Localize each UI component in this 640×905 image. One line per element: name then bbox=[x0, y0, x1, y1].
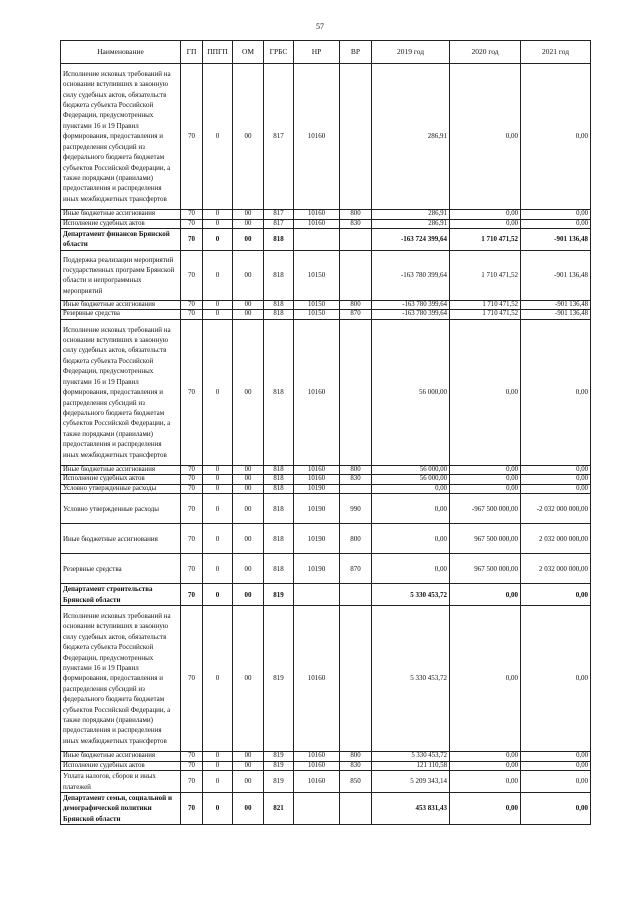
row-grbs-cell: 819 bbox=[264, 761, 294, 771]
row-2020-cell: 0,00 bbox=[450, 792, 521, 824]
row-2019-cell: 0,00 bbox=[372, 524, 450, 554]
row-2021-cell: 2 032 000 000,00 bbox=[521, 524, 591, 554]
table-row bbox=[61, 319, 591, 465]
row-2021-cell: 0,00 bbox=[521, 752, 591, 762]
row-vr-cell bbox=[340, 792, 372, 824]
row-2020-cell: 0,00 bbox=[450, 761, 521, 771]
row-nr-cell: 10160 bbox=[294, 219, 340, 229]
row-gp-cell: 70 bbox=[181, 300, 203, 310]
row-om-cell: 00 bbox=[233, 319, 264, 465]
row-2020-cell: 0,00 bbox=[450, 752, 521, 762]
row-2019-cell: 5 330 453,72 bbox=[372, 752, 450, 762]
row-nr-cell: 10190 bbox=[294, 524, 340, 554]
col-header-2019: 2019 год bbox=[372, 41, 450, 64]
row-2019-cell: 56 000,00 bbox=[372, 475, 450, 485]
row-vr-cell: 830 bbox=[340, 219, 372, 229]
row-grbs-cell: 818 bbox=[264, 319, 294, 465]
row-om-cell: 00 bbox=[233, 606, 264, 752]
row-name-cell: Иные бюджетные ассигнования bbox=[61, 752, 181, 762]
row-2021-cell: 0,00 bbox=[521, 319, 591, 465]
row-nr-cell: 10160 bbox=[294, 64, 340, 210]
row-om-cell: 00 bbox=[233, 484, 264, 494]
row-name-cell: Уплата налогов, сборов и иных платежей bbox=[61, 771, 181, 793]
row-2020-cell: 1 710 471,52 bbox=[450, 250, 521, 300]
row-2020-cell: 1 710 471,52 bbox=[450, 310, 521, 320]
row-2019-cell: 5 330 453,72 bbox=[372, 606, 450, 752]
row-vr-cell: 800 bbox=[340, 465, 372, 475]
row-2020-cell: 0,00 bbox=[450, 475, 521, 485]
row-ppgp-cell: 0 bbox=[203, 584, 233, 606]
row-grbs-cell: 818 bbox=[264, 250, 294, 300]
row-name-cell: Резервные средства bbox=[61, 554, 181, 584]
table-row bbox=[61, 465, 591, 475]
row-om-cell: 00 bbox=[233, 554, 264, 584]
row-gp-cell: 70 bbox=[181, 752, 203, 762]
table-row bbox=[61, 210, 591, 220]
row-name-cell: Исполнение исковых требований на основании вступивших в законную силу судебных актов, обязательств бюджета субъекта Российской Федерации, предусмотренных пунктами 16 и 19 Правил формирования, предоставления и распределения субсидий из федерального бюджета бюджетам субъектов Российской Федерации, а также порядками (правилами) предоставления и распределения иных межбюджетных трансфертов bbox=[61, 319, 181, 465]
col-header-gp: ГП bbox=[181, 41, 203, 64]
row-name-cell: Условно утвержденные расходы bbox=[61, 484, 181, 494]
row-gp-cell: 70 bbox=[181, 771, 203, 793]
row-ppgp-cell: 0 bbox=[203, 524, 233, 554]
row-ppgp-cell: 0 bbox=[203, 229, 233, 251]
row-om-cell: 00 bbox=[233, 524, 264, 554]
row-2021-cell: 0,00 bbox=[521, 210, 591, 220]
row-om-cell: 00 bbox=[233, 219, 264, 229]
row-vr-cell: 990 bbox=[340, 494, 372, 524]
row-nr-cell: 10190 bbox=[294, 554, 340, 584]
row-gp-cell: 70 bbox=[181, 524, 203, 554]
row-ppgp-cell: 0 bbox=[203, 494, 233, 524]
table-row bbox=[61, 752, 591, 762]
row-ppgp-cell: 0 bbox=[203, 300, 233, 310]
row-om-cell: 00 bbox=[233, 210, 264, 220]
row-nr-cell: 10160 bbox=[294, 210, 340, 220]
row-ppgp-cell: 0 bbox=[203, 761, 233, 771]
row-om-cell: 00 bbox=[233, 761, 264, 771]
row-gp-cell: 70 bbox=[181, 584, 203, 606]
row-om-cell: 00 bbox=[233, 771, 264, 793]
row-ppgp-cell: 0 bbox=[203, 554, 233, 584]
row-om-cell: 00 bbox=[233, 584, 264, 606]
row-2019-cell: -163 780 399,64 bbox=[372, 310, 450, 320]
table-row bbox=[61, 524, 591, 554]
row-grbs-cell: 818 bbox=[264, 484, 294, 494]
row-gp-cell: 70 bbox=[181, 484, 203, 494]
table-row bbox=[61, 761, 591, 771]
row-grbs-cell: 819 bbox=[264, 584, 294, 606]
row-name-cell: Департамент финансов Брянской области bbox=[61, 229, 181, 251]
row-nr-cell: 10150 bbox=[294, 300, 340, 310]
row-om-cell: 00 bbox=[233, 64, 264, 210]
row-2019-cell: 0,00 bbox=[372, 484, 450, 494]
row-2021-cell: -901 136,48 bbox=[521, 250, 591, 300]
row-om-cell: 00 bbox=[233, 792, 264, 824]
row-grbs-cell: 818 bbox=[264, 554, 294, 584]
row-gp-cell: 70 bbox=[181, 465, 203, 475]
row-vr-cell: 800 bbox=[340, 524, 372, 554]
table-row bbox=[61, 219, 591, 229]
row-grbs-cell: 817 bbox=[264, 210, 294, 220]
row-name-cell: Поддержка реализации мероприятий государственных программ Брянской области и непрограммных мероприятий bbox=[61, 250, 181, 300]
row-nr-cell: 10150 bbox=[294, 250, 340, 300]
row-vr-cell: 850 bbox=[340, 771, 372, 793]
row-2020-cell: 1 710 471,52 bbox=[450, 300, 521, 310]
row-om-cell: 00 bbox=[233, 475, 264, 485]
table-row bbox=[61, 554, 591, 584]
col-header-grbs: ГРБС bbox=[264, 41, 294, 64]
row-nr-cell: 10160 bbox=[294, 761, 340, 771]
row-2019-cell: -163 780 399,64 bbox=[372, 300, 450, 310]
row-2019-cell: 56 000,00 bbox=[372, 465, 450, 475]
row-ppgp-cell: 0 bbox=[203, 771, 233, 793]
row-om-cell: 00 bbox=[233, 494, 264, 524]
row-grbs-cell: 818 bbox=[264, 229, 294, 251]
row-2020-cell: 967 500 000,00 bbox=[450, 524, 521, 554]
col-header-name: Наименование bbox=[61, 41, 181, 64]
row-nr-cell: 10190 bbox=[294, 494, 340, 524]
row-2021-cell: 2 032 000 000,00 bbox=[521, 554, 591, 584]
row-2021-cell: 0,00 bbox=[521, 761, 591, 771]
row-2021-cell: 0,00 bbox=[521, 584, 591, 606]
row-ppgp-cell: 0 bbox=[203, 319, 233, 465]
row-vr-cell bbox=[340, 64, 372, 210]
row-2019-cell: 286,91 bbox=[372, 219, 450, 229]
row-2021-cell: 0,00 bbox=[521, 64, 591, 210]
table-row bbox=[61, 584, 591, 606]
table-row bbox=[61, 310, 591, 320]
row-2019-cell: -163 724 399,64 bbox=[372, 229, 450, 251]
row-vr-cell: 830 bbox=[340, 475, 372, 485]
row-2020-cell: -967 500 000,00 bbox=[450, 494, 521, 524]
row-grbs-cell: 818 bbox=[264, 494, 294, 524]
row-grbs-cell: 817 bbox=[264, 219, 294, 229]
row-vr-cell: 830 bbox=[340, 761, 372, 771]
row-nr-cell bbox=[294, 229, 340, 251]
row-2019-cell: 5 209 343,14 bbox=[372, 771, 450, 793]
row-gp-cell: 70 bbox=[181, 229, 203, 251]
row-gp-cell: 70 bbox=[181, 319, 203, 465]
row-2021-cell: -901 136,48 bbox=[521, 229, 591, 251]
row-2021-cell: 0,00 bbox=[521, 484, 591, 494]
row-nr-cell: 10160 bbox=[294, 771, 340, 793]
row-om-cell: 00 bbox=[233, 752, 264, 762]
row-gp-cell: 70 bbox=[181, 494, 203, 524]
row-grbs-cell: 818 bbox=[264, 300, 294, 310]
row-2020-cell: 0,00 bbox=[450, 771, 521, 793]
row-nr-cell bbox=[294, 792, 340, 824]
row-grbs-cell: 818 bbox=[264, 465, 294, 475]
col-header-2020: 2020 год bbox=[450, 41, 521, 64]
row-name-cell: Департамент семьи, социальной и демографической политики Брянской области bbox=[61, 792, 181, 824]
row-vr-cell bbox=[340, 229, 372, 251]
row-2021-cell: 0,00 bbox=[521, 771, 591, 793]
table-row bbox=[61, 792, 591, 824]
row-gp-cell: 70 bbox=[181, 554, 203, 584]
row-2021-cell: 0,00 bbox=[521, 606, 591, 752]
row-grbs-cell: 817 bbox=[264, 64, 294, 210]
row-nr-cell: 10160 bbox=[294, 465, 340, 475]
row-vr-cell bbox=[340, 484, 372, 494]
row-ppgp-cell: 0 bbox=[203, 250, 233, 300]
row-name-cell: Исполнение судебных актов bbox=[61, 219, 181, 229]
row-ppgp-cell: 0 bbox=[203, 484, 233, 494]
row-2021-cell: 0,00 bbox=[521, 219, 591, 229]
row-2020-cell: 0,00 bbox=[450, 606, 521, 752]
table-row bbox=[61, 229, 591, 251]
row-2021-cell: -901 136,48 bbox=[521, 310, 591, 320]
row-ppgp-cell: 0 bbox=[203, 310, 233, 320]
row-2020-cell: 0,00 bbox=[450, 64, 521, 210]
row-ppgp-cell: 0 bbox=[203, 792, 233, 824]
row-2020-cell: 0,00 bbox=[450, 465, 521, 475]
table-row bbox=[61, 300, 591, 310]
row-nr-cell: 10160 bbox=[294, 606, 340, 752]
row-2019-cell: 0,00 bbox=[372, 494, 450, 524]
row-2021-cell: -901 136,48 bbox=[521, 300, 591, 310]
row-name-cell: Иные бюджетные ассигнования bbox=[61, 465, 181, 475]
row-name-cell: Исполнение исковых требований на основании вступивших в законную силу судебных актов, обязательств бюджета субъекта Российской Федерации, предусмотренных пунктами 16 и 19 Правил формирования, предоставления и распределения субсидий из федерального бюджета бюджетам субъектов Российской Федерации, а также порядками (правилами) предоставления и распределения иных межбюджетных трансфертов bbox=[61, 64, 181, 210]
col-header-ppgp: ППГП bbox=[203, 41, 233, 64]
row-grbs-cell: 819 bbox=[264, 752, 294, 762]
row-gp-cell: 70 bbox=[181, 310, 203, 320]
row-2019-cell: 286,91 bbox=[372, 64, 450, 210]
row-name-cell: Исполнение судебных актов bbox=[61, 475, 181, 485]
row-grbs-cell: 818 bbox=[264, 475, 294, 485]
row-2019-cell: 0,00 bbox=[372, 554, 450, 584]
row-om-cell: 00 bbox=[233, 229, 264, 251]
row-2020-cell: 1 710 471,52 bbox=[450, 229, 521, 251]
table-row bbox=[61, 494, 591, 524]
row-vr-cell: 870 bbox=[340, 554, 372, 584]
col-header-om: ОМ bbox=[233, 41, 264, 64]
row-2021-cell: -2 032 000 000,00 bbox=[521, 494, 591, 524]
row-gp-cell: 70 bbox=[181, 606, 203, 752]
row-gp-cell: 70 bbox=[181, 761, 203, 771]
row-gp-cell: 70 bbox=[181, 250, 203, 300]
row-name-cell: Условно утвержденные расходы bbox=[61, 494, 181, 524]
row-gp-cell: 70 bbox=[181, 219, 203, 229]
table-row bbox=[61, 475, 591, 485]
row-ppgp-cell: 0 bbox=[203, 475, 233, 485]
row-2019-cell: -163 780 399,64 bbox=[372, 250, 450, 300]
row-name-cell: Исполнение исковых требований на основании вступивших в законную силу судебных актов, обязательств бюджета субъекта Российской Федерации, предусмотренных пунктами 16 и 19 Правил формирования, предоставления и распределения субсидий из федерального бюджета бюджетам субъектов Российской Федерации, а также порядками (правилами) предоставления и распределения иных межбюджетных трансфертов bbox=[61, 606, 181, 752]
row-name-cell: Исполнение судебных актов bbox=[61, 761, 181, 771]
row-om-cell: 00 bbox=[233, 310, 264, 320]
row-2020-cell: 967 500 000,00 bbox=[450, 554, 521, 584]
row-ppgp-cell: 0 bbox=[203, 210, 233, 220]
row-name-cell: Иные бюджетные ассигнования bbox=[61, 524, 181, 554]
budget-table bbox=[60, 40, 591, 825]
row-grbs-cell: 818 bbox=[264, 310, 294, 320]
row-vr-cell bbox=[340, 606, 372, 752]
row-om-cell: 00 bbox=[233, 465, 264, 475]
row-2020-cell: 0,00 bbox=[450, 319, 521, 465]
row-vr-cell bbox=[340, 250, 372, 300]
table-row bbox=[61, 250, 591, 300]
row-nr-cell: 10160 bbox=[294, 319, 340, 465]
row-gp-cell: 70 bbox=[181, 475, 203, 485]
row-2021-cell: 0,00 bbox=[521, 792, 591, 824]
row-grbs-cell: 819 bbox=[264, 771, 294, 793]
table-row bbox=[61, 771, 591, 793]
row-name-cell: Иные бюджетные ассигнования bbox=[61, 300, 181, 310]
row-grbs-cell: 819 bbox=[264, 606, 294, 752]
row-ppgp-cell: 0 bbox=[203, 465, 233, 475]
col-header-vr: ВР bbox=[340, 41, 372, 64]
col-header-nr: НР bbox=[294, 41, 340, 64]
row-2019-cell: 453 831,43 bbox=[372, 792, 450, 824]
row-2019-cell: 286,91 bbox=[372, 210, 450, 220]
row-2021-cell: 0,00 bbox=[521, 475, 591, 485]
row-2021-cell: 0,00 bbox=[521, 465, 591, 475]
row-2019-cell: 56 000,00 bbox=[372, 319, 450, 465]
row-name-cell: Департамент строительства Брянской области bbox=[61, 584, 181, 606]
row-gp-cell: 70 bbox=[181, 210, 203, 220]
table-row bbox=[61, 606, 591, 752]
row-vr-cell: 870 bbox=[340, 310, 372, 320]
row-om-cell: 00 bbox=[233, 300, 264, 310]
row-name-cell: Иные бюджетные ассигнования bbox=[61, 210, 181, 220]
row-ppgp-cell: 0 bbox=[203, 64, 233, 210]
page-number: 57 bbox=[316, 22, 324, 31]
row-ppgp-cell: 0 bbox=[203, 606, 233, 752]
row-2020-cell: 0,00 bbox=[450, 584, 521, 606]
row-2019-cell: 121 110,58 bbox=[372, 761, 450, 771]
table-body bbox=[61, 64, 591, 825]
row-vr-cell: 800 bbox=[340, 300, 372, 310]
row-om-cell: 00 bbox=[233, 250, 264, 300]
row-2020-cell: 0,00 bbox=[450, 219, 521, 229]
row-vr-cell: 800 bbox=[340, 210, 372, 220]
row-grbs-cell: 821 bbox=[264, 792, 294, 824]
header-row bbox=[61, 41, 591, 64]
table-row bbox=[61, 64, 591, 210]
row-vr-cell: 800 bbox=[340, 752, 372, 762]
row-vr-cell bbox=[340, 584, 372, 606]
row-2020-cell: 0,00 bbox=[450, 210, 521, 220]
row-nr-cell bbox=[294, 584, 340, 606]
row-grbs-cell: 818 bbox=[264, 524, 294, 554]
row-nr-cell: 10190 bbox=[294, 484, 340, 494]
row-nr-cell: 10160 bbox=[294, 752, 340, 762]
row-name-cell: Резервные средства bbox=[61, 310, 181, 320]
table-row bbox=[61, 484, 591, 494]
row-nr-cell: 10150 bbox=[294, 310, 340, 320]
row-gp-cell: 70 bbox=[181, 64, 203, 210]
row-gp-cell: 70 bbox=[181, 792, 203, 824]
row-2019-cell: 5 330 453,72 bbox=[372, 584, 450, 606]
row-vr-cell bbox=[340, 319, 372, 465]
row-nr-cell: 10160 bbox=[294, 475, 340, 485]
row-ppgp-cell: 0 bbox=[203, 219, 233, 229]
col-header-2021: 2021 год bbox=[521, 41, 591, 64]
row-ppgp-cell: 0 bbox=[203, 752, 233, 762]
row-2020-cell: 0,00 bbox=[450, 484, 521, 494]
